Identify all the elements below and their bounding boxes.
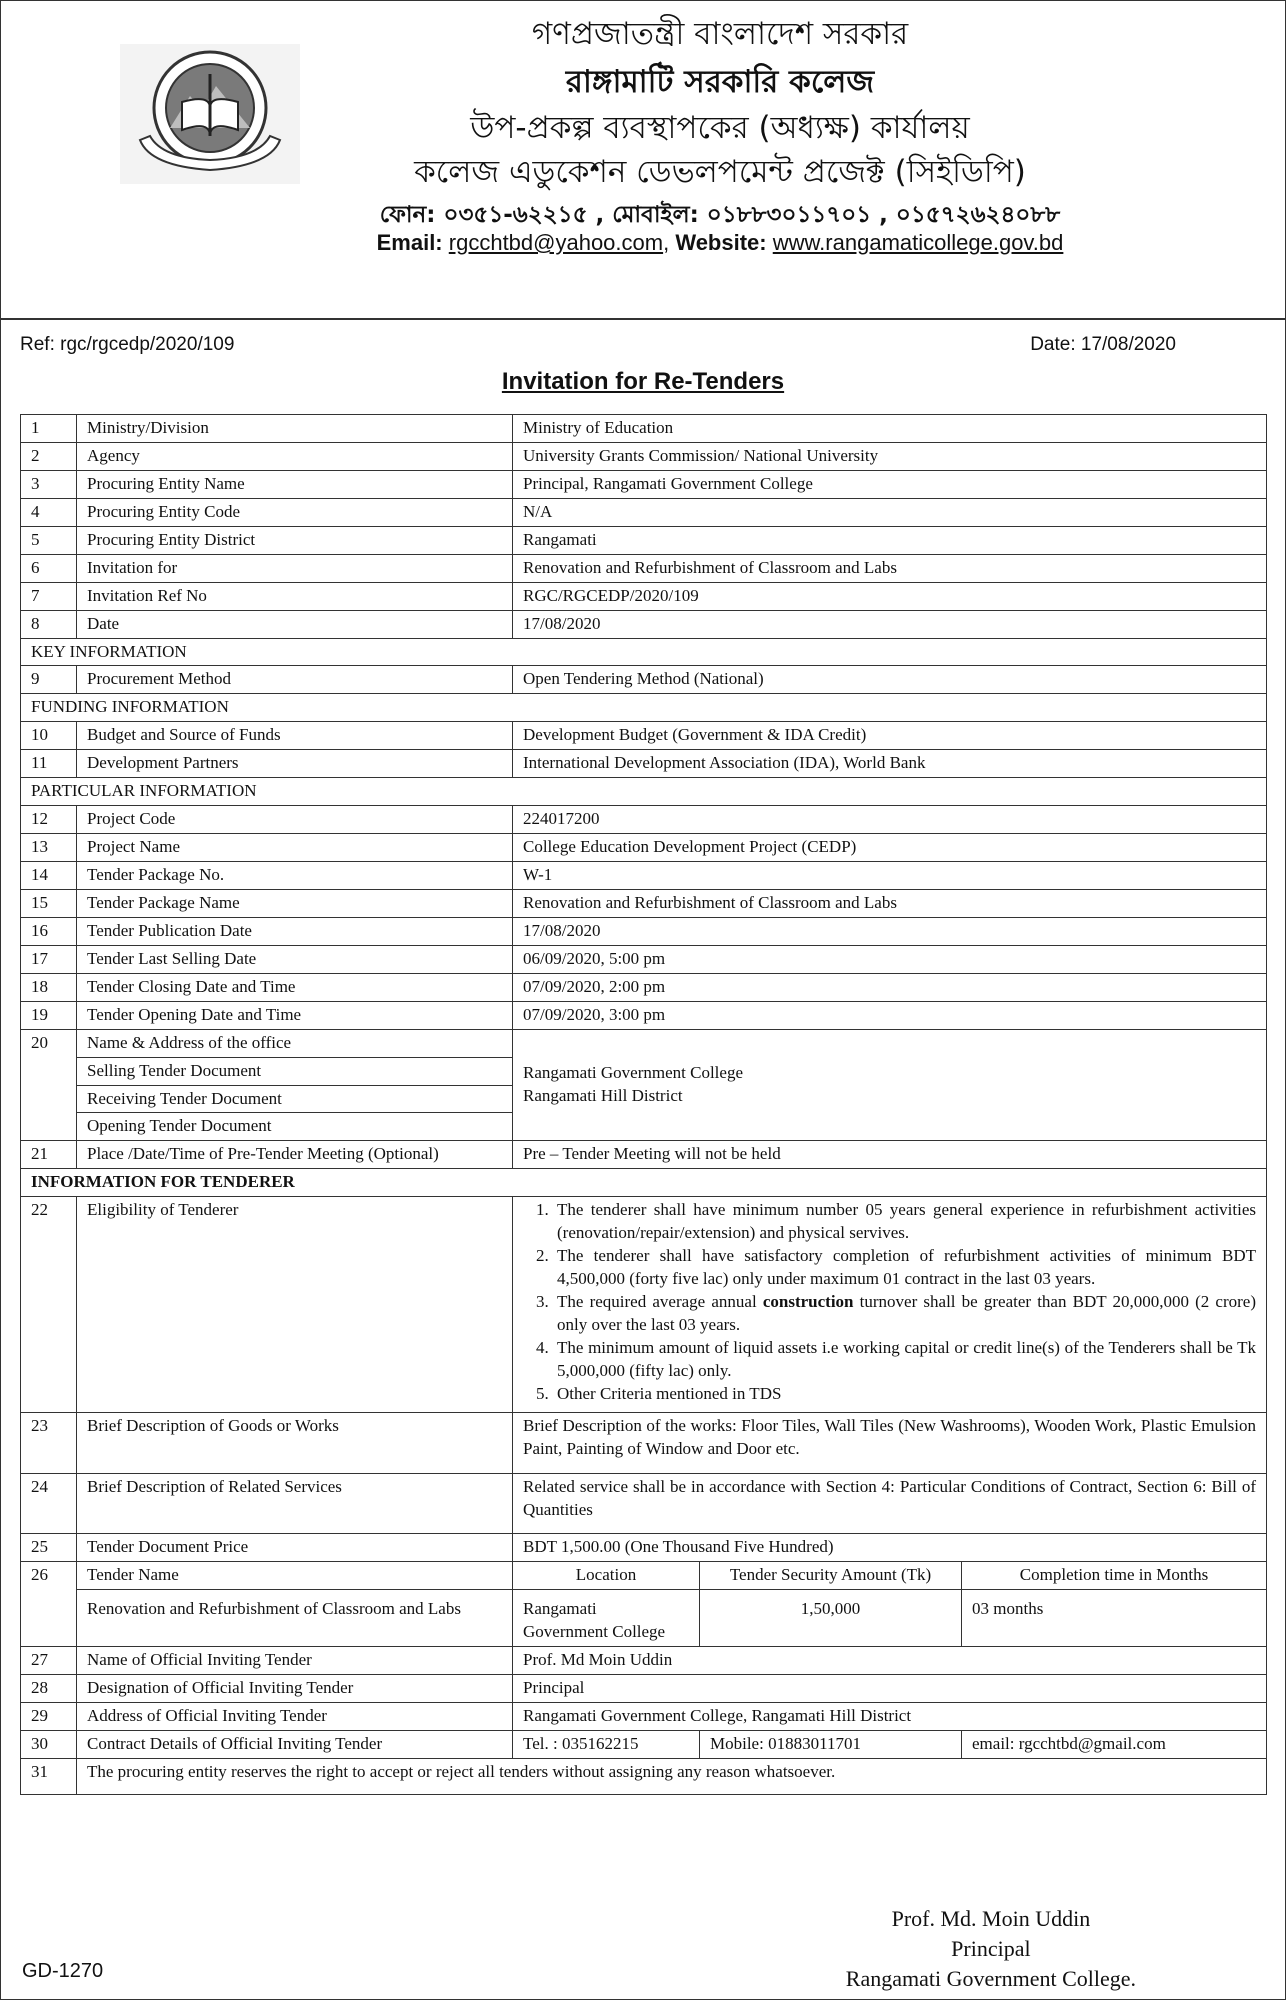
table-row [21,750,1267,778]
table-row [21,1647,1267,1675]
signatory-name: Prof. Md. Moin Uddin [891,1906,1091,1931]
row-number: 27 [21,1647,77,1675]
tender-header: Tender Security Amount (Tk) [700,1562,962,1590]
row-label: Budget and Source of Funds [77,722,513,750]
contact-line: Email: rgcchtbd@yahoo.com, Website: www.rangamaticollege.gov.bd [376,230,1064,255]
row-number: 10 [21,722,77,750]
row-value: College Education Development Project (CEDP) [513,834,1267,862]
row-value: Pre – Tender Meeting will not be held [513,1141,1267,1169]
table-row [21,1029,1267,1057]
table-row [21,1197,1267,1412]
criteria-item: 4. The minimum amount of liquid assets i.e working capital or credit line(s) of the Tenderers shall be Tk 5,000,000 (fifty lac) only. [553,1337,1256,1383]
row-label: Project Name [77,834,513,862]
table-row [21,917,1267,945]
contact-mobile: Mobile: 01883011701 [700,1731,962,1759]
row-label: Address of Official Inviting Tender [77,1703,513,1731]
row-number: 9 [21,666,77,694]
contact-tel: Tel. : 035162215 [513,1731,700,1759]
row-label: Procuring Entity District [77,526,513,554]
section-row [21,778,1267,806]
row-label: Procuring Entity Name [77,470,513,498]
row-label: Ministry/Division [77,415,513,443]
table-row [21,945,1267,973]
row-value: N/A [513,498,1267,526]
row-value: RGC/RGCEDP/2020/109 [513,582,1267,610]
section-heading: INFORMATION FOR TENDERER [21,1169,1267,1197]
criteria-item: 5. Other Criteria mentioned in TDS [553,1383,1256,1406]
table-row [21,862,1267,890]
row-label: Invitation Ref No [77,582,513,610]
row-label: Tender Closing Date and Time [77,973,513,1001]
section-heading: PARTICULAR INFORMATION [21,778,1267,806]
office-line: উপ-প্রকল্প ব্যবস্থাপকের (অধ্যক্ষ) কার্যালয় [470,110,970,146]
table-row [21,666,1267,694]
table-row [21,470,1267,498]
row-label: Name & Address of the office [77,1029,513,1057]
row-value: 17/08/2020 [513,917,1267,945]
row-number: 29 [21,1703,77,1731]
row-number: 11 [21,750,77,778]
college-logo-icon [120,44,300,184]
row-value: Prof. Md Moin Uddin [513,1647,1267,1675]
row-number: 7 [21,582,77,610]
office-line-2: Rangamati Hill District [523,1086,683,1105]
phone-line: ফোন: ০৩৫১-৬২২১৫ , মোবাইল: ০১৮৮৩০১১৭০১ , ০১৫৭২৬২৪০৮৮ [379,202,1061,228]
tender-header: Tender Name [77,1562,513,1590]
letterhead [0,0,1286,320]
row-label: Brief Description of Related Services [77,1473,513,1534]
row-value: Brief Description of the works: Floor Tiles, Wall Tiles (New Washrooms), Wooden Work, Plastic Emulsion Paint, Painting of Window and Door etc. [513,1412,1267,1473]
row-number: 12 [21,806,77,834]
tender-security: 1,50,000 [700,1590,962,1647]
row-value: Renovation and Refurbishment of Classroom and Labs [513,889,1267,917]
row-number: 13 [21,834,77,862]
table-row [21,554,1267,582]
row-number: 30 [21,1731,77,1759]
row-label: Procurement Method [77,666,513,694]
website-link[interactable]: www.rangamaticollege.gov.bd [772,230,1064,255]
row-value: International Development Association (IDA), World Bank [513,750,1267,778]
row-label: Tender Package Name [77,889,513,917]
tender-header: Location [513,1562,700,1590]
row-number: 21 [21,1141,77,1169]
row-label: Selling Tender Document [77,1057,513,1085]
table-row [21,1001,1267,1029]
row-value [513,1197,1267,1412]
table-row [21,1562,1267,1590]
row-label: The procuring entity reserves the right to accept or reject all tenders without assigning any reason whatsoever. [77,1758,1267,1794]
row-label: Contract Details of Official Inviting Tender [77,1731,513,1759]
row-value: Principal, Rangamati Government College [513,470,1267,498]
row-value: BDT 1,500.00 (One Thousand Five Hundred) [513,1534,1267,1562]
row-number: 3 [21,470,77,498]
table-row [21,1534,1267,1562]
table-row [21,582,1267,610]
row-label: Tender Publication Date [77,917,513,945]
criteria-item: 2. The tenderer shall have satisfactory completion of refurbishment activities of minimum BDT 4,500,000 (forty five lac) only under maximum 01 contract in the last 03 years. [553,1245,1256,1291]
row-number: 19 [21,1001,77,1029]
row-number: 24 [21,1473,77,1534]
row-value [513,1029,1267,1141]
row-label: Invitation for [77,554,513,582]
criteria-list [523,1199,1256,1405]
row-number: 8 [21,610,77,638]
section-heading: FUNDING INFORMATION [21,694,1267,722]
row-number: 23 [21,1412,77,1473]
row-value: 06/09/2020, 5:00 pm [513,945,1267,973]
tender-location: Rangamati Government College [513,1590,700,1647]
row-label: Brief Description of Goods or Works [77,1412,513,1473]
row-label: Place /Date/Time of Pre-Tender Meeting (Optional) [77,1141,513,1169]
table-row [21,610,1267,638]
row-number: 31 [21,1758,77,1794]
row-number: 2 [21,442,77,470]
row-number: 28 [21,1675,77,1703]
row-label: Opening Tender Document [77,1113,513,1141]
page-title: Invitation for Re-Tenders [501,368,785,395]
row-number: 15 [21,889,77,917]
row-label: Tender Last Selling Date [77,945,513,973]
row-label: Agency [77,442,513,470]
row-number: 22 [21,1197,77,1412]
row-number: 20 [21,1029,77,1141]
tender-header: Completion time in Months [962,1562,1267,1590]
section-row [21,1169,1267,1197]
row-number: 6 [21,554,77,582]
row-number: 25 [21,1534,77,1562]
row-value: Rangamati [513,526,1267,554]
table-row [21,722,1267,750]
table-row [21,1731,1267,1759]
row-value: Ministry of Education [513,415,1267,443]
section-row [21,638,1267,666]
row-value: Rangamati Government College, Rangamati Hill District [513,1703,1267,1731]
row-value: Principal [513,1675,1267,1703]
tender-table [20,414,1267,1795]
row-value: 07/09/2020, 2:00 pm [513,973,1267,1001]
govt-line: গণপ্রজাতন্ত্রী বাংলাদেশ সরকার [531,16,909,52]
email-label: Email: [376,230,443,255]
table-row [21,498,1267,526]
table-row [21,415,1267,443]
college-name: রাঙ্গামাটি সরকারি কলেজ [565,64,875,100]
footer-code: GD-1270 [22,1960,104,1982]
row-label: Eligibility of Tenderer [77,1197,513,1412]
reference-number: Ref: rgc/rgcedp/2020/109 [20,334,235,355]
row-value: Related service shall be in accordance with Section 4: Particular Conditions of Contract, Section 6: Bill of Quantities [513,1473,1267,1534]
row-label: Receiving Tender Document [77,1085,513,1113]
row-label: Date [77,610,513,638]
table-row [21,442,1267,470]
row-label: Procuring Entity Code [77,498,513,526]
table-row [21,1703,1267,1731]
row-value: Renovation and Refurbishment of Classroom and Labs [513,554,1267,582]
section-heading: KEY INFORMATION [21,638,1267,666]
row-label: Designation of Official Inviting Tender [77,1675,513,1703]
row-number: 26 [21,1562,77,1647]
table-row [21,834,1267,862]
table-row [21,526,1267,554]
website-label: Website: [675,230,767,255]
criteria-item: 3. The required average annual construction turnover shall be greater than BDT 20,000,000 (2 crore) only over the last 03 years. [553,1291,1256,1337]
table-row [21,1675,1267,1703]
signature-block [846,1904,1136,1994]
table-row [21,806,1267,834]
row-label: Project Code [77,806,513,834]
notice-date: Date: 17/08/2020 [1030,334,1176,355]
row-value: University Grants Commission/ National University [513,442,1267,470]
row-value: Open Tendering Method (National) [513,666,1267,694]
row-number: 4 [21,498,77,526]
row-value: 17/08/2020 [513,610,1267,638]
section-row [21,694,1267,722]
email-link[interactable]: rgcchtbd@yahoo.com [448,230,664,255]
row-number: 14 [21,862,77,890]
contact-email: email: rgcchtbd@gmail.com [962,1731,1267,1759]
row-label: Tender Document Price [77,1534,513,1562]
row-value: Development Budget (Government & IDA Credit) [513,722,1267,750]
criteria-item: 1. The tenderer shall have minimum number 05 years general experience in refurbishment activities (renovation/repair/extension) and physical servives. [553,1199,1256,1245]
row-number: 5 [21,526,77,554]
signatory-designation: Principal [951,1936,1031,1961]
project-line: কলেজ এডুকেশন ডেভলপমেন্ট প্রজেক্ট (সিইডিপি) [414,154,1026,190]
row-label: Tender Opening Date and Time [77,1001,513,1029]
office-line-1: Rangamati Government College [523,1063,743,1083]
table-row [21,973,1267,1001]
table-row [21,1758,1267,1794]
row-label: Development Partners [77,750,513,778]
table-row [21,1473,1267,1534]
row-number: 17 [21,945,77,973]
tender-completion: 03 months [962,1590,1267,1647]
row-number: 18 [21,973,77,1001]
tender-name: Renovation and Refurbishment of Classroom and Labs [77,1590,513,1647]
table-row [21,1412,1267,1473]
row-value: 07/09/2020, 3:00 pm [513,1001,1267,1029]
row-label: Name of Official Inviting Tender [77,1647,513,1675]
row-label: Tender Package No. [77,862,513,890]
table-row [21,1590,1267,1647]
table-row [21,889,1267,917]
table-row [21,1141,1267,1169]
row-value: 224017200 [513,806,1267,834]
row-number: 1 [21,415,77,443]
row-number: 16 [21,917,77,945]
row-value: W-1 [513,862,1267,890]
signatory-org: Rangamati Government College. [845,1966,1136,1991]
